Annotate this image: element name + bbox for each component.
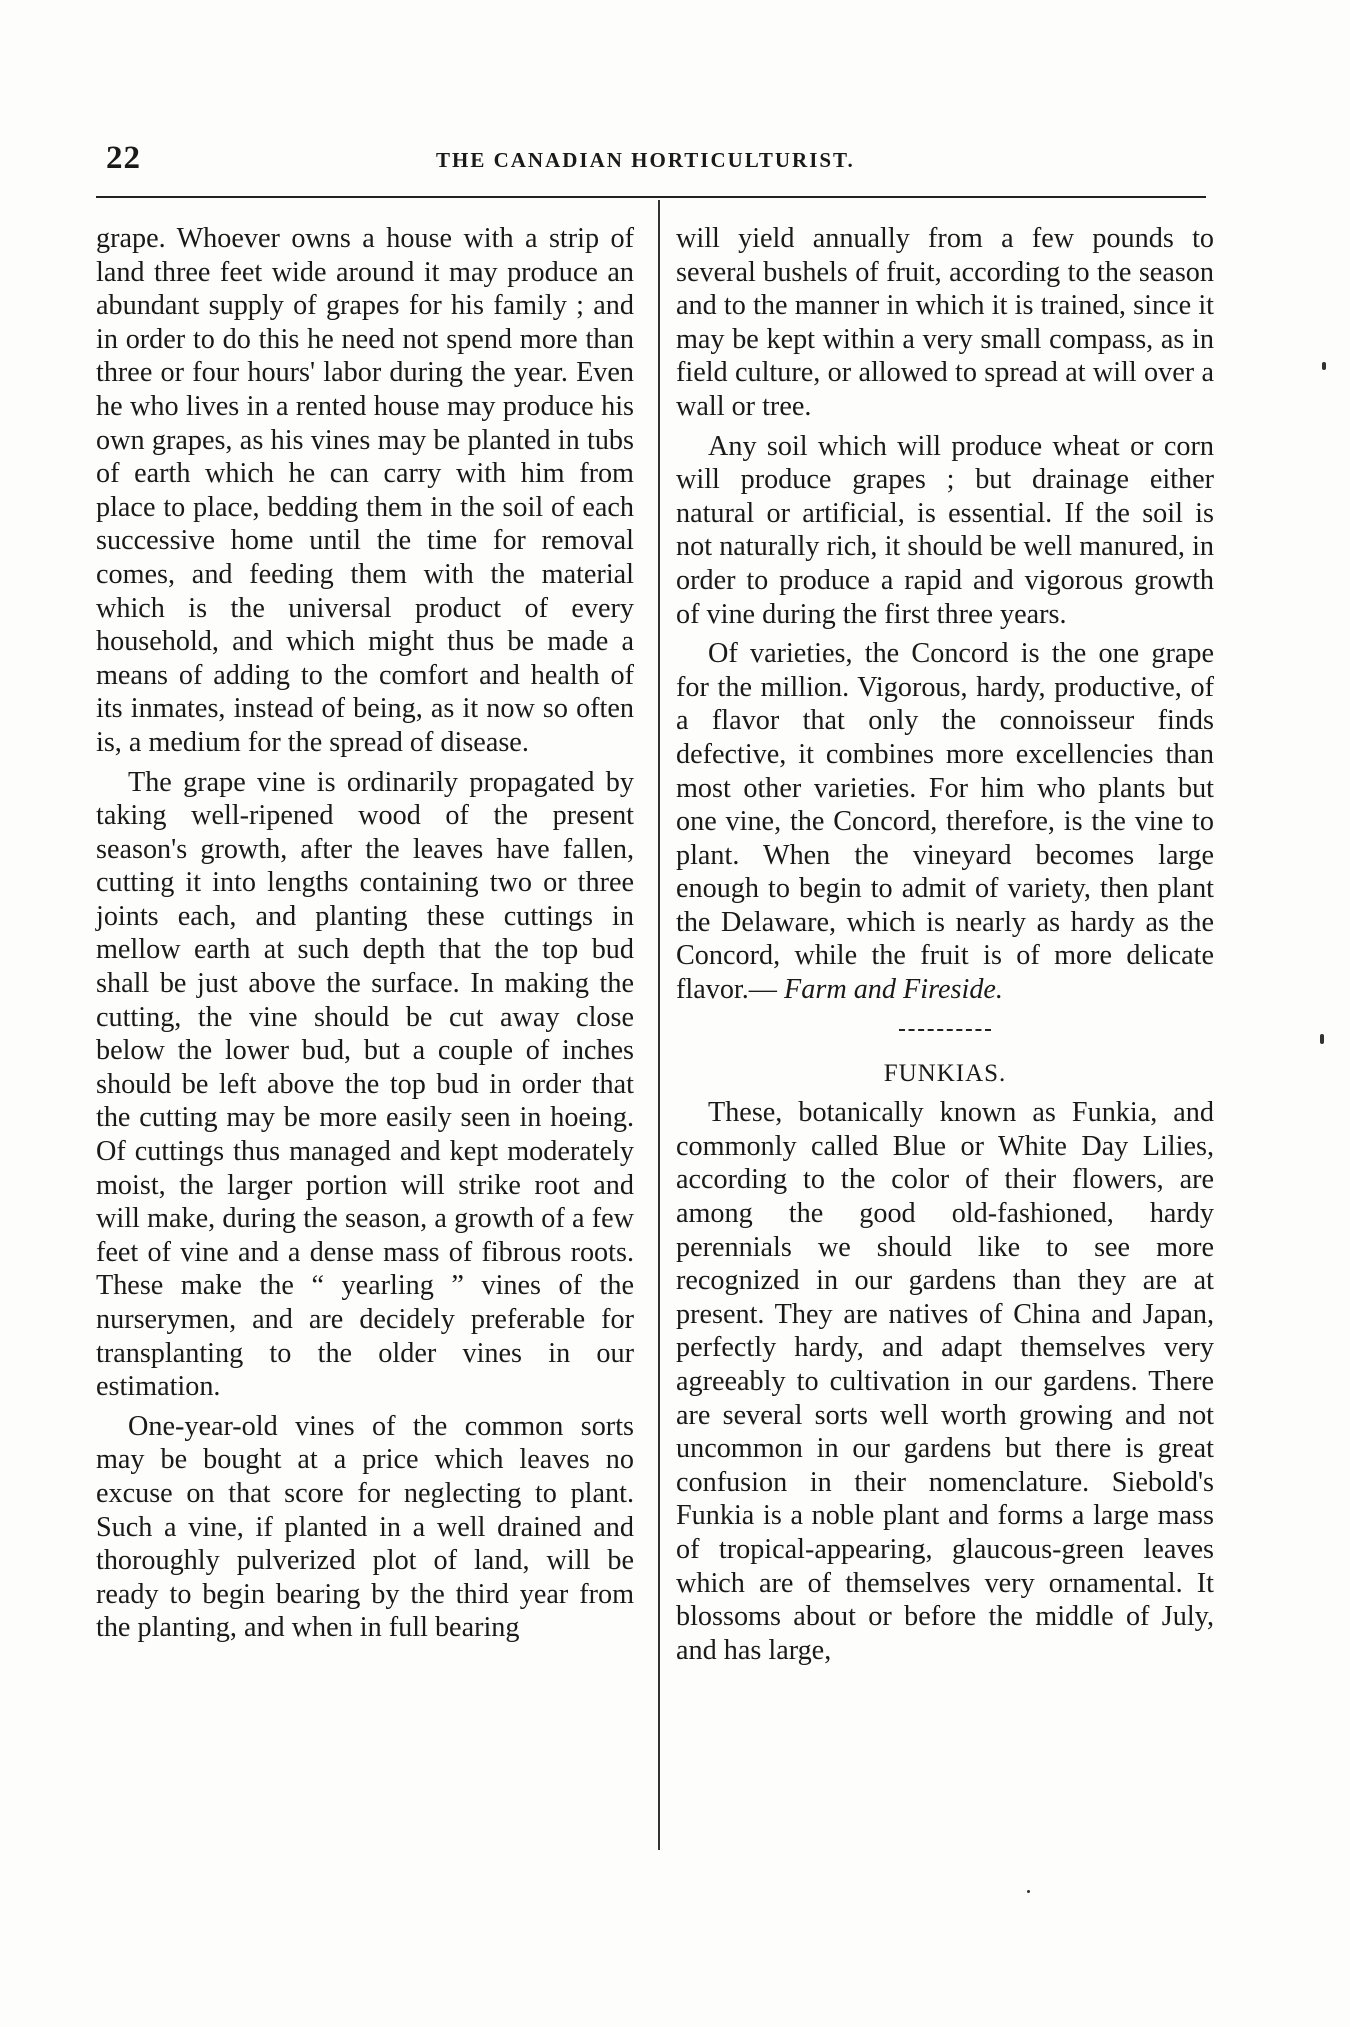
paragraph-funkias: These, botanically known as Funkia, and commonly called Blue or White Day Lilies, according to the color of their flowers, are among the good old-fashioned, hardy perennials we should like to see more recognized in our gardens than they are at present. They are natives of China and Japan, perfectly hardy, and adapt themselves very agreeably to cultivation in our gardens. There are several sorts well worth growing and not uncommon in our gardens but there is great confusion in their nomenclature. Siebold's Funkia is a noble plant and forms a large mass of tropical-appearing, glaucous-green leaves which are of themselves very ornamental. It blossoms about or before the middle of July, and has large, xyxy=(676,1097,1214,1666)
paragraph-soil: Any soil which will produce wheat or corn will produce grapes ; but drainage either natural or artificial, is essential. If the soil is not naturally rich, it should be well manured, in order to produce a rapid and vigorous growth of vine during the first three years. xyxy=(676,430,1214,630)
print-speck xyxy=(1027,1890,1030,1893)
varieties-text: Of varieties, the Concord is the one grape for the million. Vigorous, hardy, productive, of a flavor that only the connoisseur finds defective, it combines more excellencies than most other varieties. For him who plants but one vine, the Concord, therefore, is the vine to plant. When the vineyard becomes large enough to begin to admit of variety, then plant the Delaware, which is nearly as hardy as the Concord, while the fruit is of more delicate flavor.— xyxy=(676,638,1214,1006)
right-column xyxy=(676,222,1214,1667)
left-column xyxy=(96,222,634,1645)
paragraph-yield: will yield annually from a few pounds to several bushels of fruit, according to the season and to the manner in which it is trained, since it may be kept within a very small compass, as in field culture, or allowed to spread at will over a wall or tree. xyxy=(676,223,1214,422)
section-heading-funkias: FUNKIAS. xyxy=(883,1059,1007,1087)
print-speck xyxy=(1320,1034,1324,1044)
page-number: 22 xyxy=(106,140,141,176)
print-speck xyxy=(1322,362,1326,370)
column-divider xyxy=(658,200,660,1850)
running-title: THE CANADIAN HORTICULTURIST. xyxy=(436,148,855,172)
source-attribution: Farm and Fireside. xyxy=(784,974,1003,1006)
paragraph-varieties xyxy=(676,637,1214,1007)
paragraph-one-year-vines: One-year-old vines of the common sorts may be bought at a price which leaves no excuse on that score for neglecting to plant. Such a vine, if planted in a well drained and thoroughly pulverized plot of land, will be ready to begin bearing by the third year from the planting, and when in full bearing xyxy=(96,1410,634,1644)
header-rule xyxy=(96,196,1206,198)
section-divider xyxy=(899,1029,991,1033)
paragraph-grape-ownership: grape. Whoever owns a house with a strip of land three feet wide around it may produce an abundant supply of grapes for his family ; and in order to do this he need not spend more than three or four hours' labor during the year. Even he who lives in a rented house may produce his own grapes, as his vines may be planted in tubs of earth which he can carry with him from place to place, bedding them in the soil of each successive home until the time for removal comes, and feeding them with the material which is the universal product of every household, and which might thus be made a means of adding to the comfort and health of its inmates, instead of being, as it now so often is, a medium for the spread of disease. xyxy=(96,223,634,758)
page-header xyxy=(106,140,1206,190)
paragraph-propagation: The grape vine is ordinarily propagated by taking well-ripened wood of the present season's growth, after the leaves have fallen, cutting it into lengths containing two or three joints each, and planting these cuttings in mellow earth at such depth that the top bud shall be just above the surface. In making the cutting, the vine should be cut away close below the lower bud, but a couple of inches should be left above the top bud in order that the cutting may be more easily seen in hoeing. Of cuttings thus managed and kept moderately moist, the larger portion will strike root and will make, during the season, a growth of a few feet of vine and a dense mass of fibrous roots. These make the “ yearling ” vines of the nurserymen, and are decidely preferable for transplanting to the older vines in our estimation. xyxy=(96,766,634,1403)
